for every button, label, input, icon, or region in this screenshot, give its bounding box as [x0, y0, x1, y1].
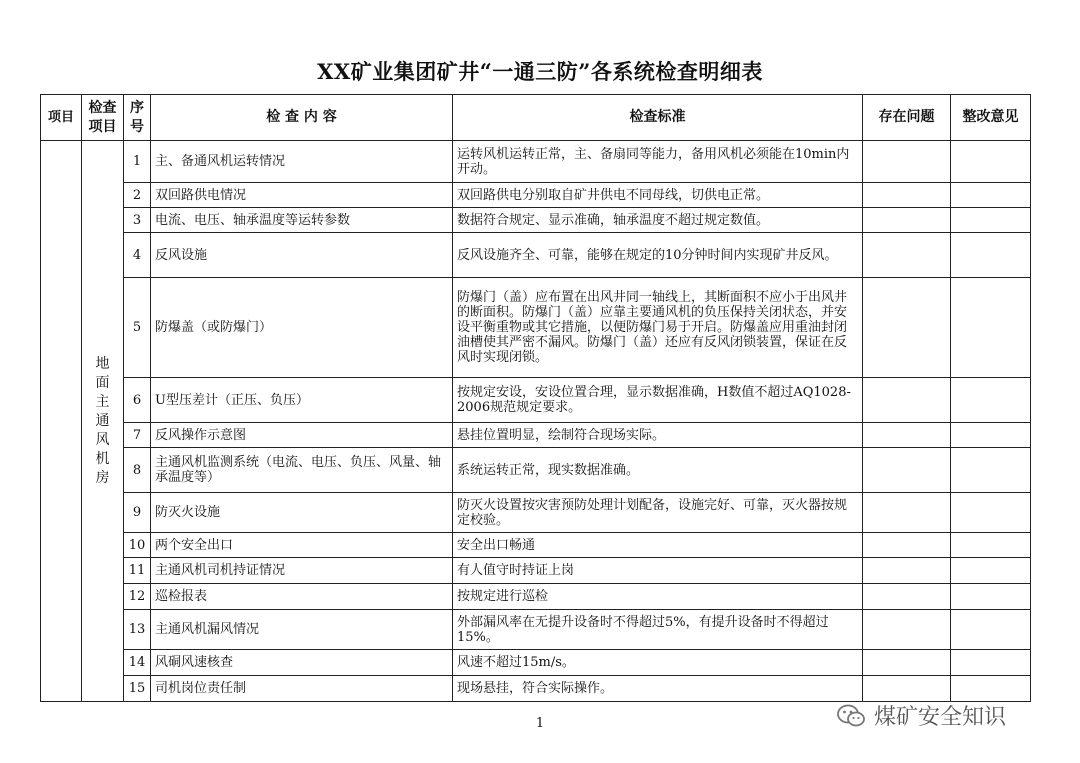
rectification-cell [951, 208, 1031, 233]
table-row [41, 650, 1031, 676]
seq-cell: 15 [124, 676, 151, 702]
header-issues: 存在问题 [863, 95, 951, 141]
issues-cell [863, 448, 951, 493]
issues-cell [863, 278, 951, 378]
rectification-cell [951, 584, 1031, 610]
seq-cell: 13 [124, 610, 151, 650]
content-cell: U型压差计（正压、负压） [151, 378, 453, 423]
seq-cell: 12 [124, 584, 151, 610]
seq-cell: 2 [124, 183, 151, 208]
standard-cell: 双回路供电分别取自矿井供电不同母线，切供电正常。 [453, 183, 863, 208]
standard-cell: 数据符合规定、显示准确，轴承温度不超过规定数值。 [453, 208, 863, 233]
table-row [41, 378, 1031, 423]
seq-cell: 3 [124, 208, 151, 233]
seq-cell: 11 [124, 558, 151, 584]
rectification-cell [951, 141, 1031, 183]
standard-cell: 悬挂位置明显，绘制符合现场实际。 [453, 423, 863, 448]
standard-cell: 风速不超过15m/s。 [453, 650, 863, 676]
issues-cell [863, 141, 951, 183]
seq-cell: 5 [124, 278, 151, 378]
standard-cell: 按规定进行巡检 [453, 584, 863, 610]
seq-cell: 14 [124, 650, 151, 676]
issues-cell [863, 558, 951, 584]
table-row [41, 141, 1031, 183]
standard-cell: 反风设施齐全、可靠，能够在规定的10分钟时间内实现矿井反风。 [453, 233, 863, 278]
rectification-cell [951, 533, 1031, 558]
page-number: 1 [535, 716, 545, 731]
watermark [836, 700, 1006, 731]
content-cell: 两个安全出口 [151, 533, 453, 558]
issues-cell [863, 378, 951, 423]
table-row [41, 584, 1031, 610]
standard-cell: 系统运转正常，现实数据准确。 [453, 448, 863, 493]
seq-cell: 10 [124, 533, 151, 558]
header-standard: 检查标准 [453, 95, 863, 141]
standard-cell: 安全出口畅通 [453, 533, 863, 558]
content-cell: 主通风机司机持证情况 [151, 558, 453, 584]
table-row [41, 423, 1031, 448]
header-check-item: 检查项目 [82, 95, 124, 141]
table-row [41, 533, 1031, 558]
table-row [41, 610, 1031, 650]
table-header-row [41, 95, 1031, 141]
standard-cell: 运转风机运转正常，主、备扇同等能力，备用风机必须能在10min内开动。 [453, 141, 863, 183]
table-row [41, 493, 1031, 533]
rectification-cell [951, 493, 1031, 533]
rectification-cell [951, 650, 1031, 676]
issues-cell [863, 183, 951, 208]
content-cell: 主、备通风机运转情况 [151, 141, 453, 183]
standard-cell: 有人值守时持证上岗 [453, 558, 863, 584]
seq-cell: 8 [124, 448, 151, 493]
category-cell: 地面主通风机房 [82, 141, 124, 702]
issues-cell [863, 233, 951, 278]
content-cell: 司机岗位责任制 [151, 676, 453, 702]
rectification-cell [951, 610, 1031, 650]
standard-cell: 防爆门（盖）应布置在出风井同一轴线上，其断面积不应小于出风井的断面积。防爆门（盖）应靠主要通风机的负压保持关闭状态，并安设平衡重物或其它措施，以便防爆门易于开启。防爆盖应用重油封闭油槽使其严密不漏风。防爆门（盖）还应有反风闭锁装置，保证在反风时实现闭锁。 [453, 278, 863, 378]
content-cell: 防灭火设施 [151, 493, 453, 533]
issues-cell [863, 584, 951, 610]
issues-cell [863, 423, 951, 448]
content-cell: 风硐风速核查 [151, 650, 453, 676]
content-cell: 防爆盖（或防爆门） [151, 278, 453, 378]
wechat-icon [836, 703, 866, 729]
table-row [41, 233, 1031, 278]
table-row [41, 558, 1031, 584]
table-row [41, 183, 1031, 208]
seq-cell: 4 [124, 233, 151, 278]
issues-cell [863, 650, 951, 676]
rectification-cell [951, 558, 1031, 584]
header-content: 检 查 内 容 [151, 95, 453, 141]
standard-cell: 外部漏风率在无提升设备时不得超过5%，有提升设备时不得超过15%。 [453, 610, 863, 650]
seq-cell: 9 [124, 493, 151, 533]
header-item: 项目 [41, 95, 82, 141]
content-cell: 双回路供电情况 [151, 183, 453, 208]
issues-cell [863, 493, 951, 533]
issues-cell [863, 610, 951, 650]
header-seq: 序号 [124, 95, 151, 141]
issues-cell [863, 676, 951, 702]
content-cell: 巡检报表 [151, 584, 453, 610]
watermark-text: 煤矿安全知识 [874, 705, 1007, 730]
rectification-cell [951, 233, 1031, 278]
table-row [41, 208, 1031, 233]
seq-cell: 6 [124, 378, 151, 423]
standard-cell: 防灭火设置按灾害预防处理计划配备，设施完好、可靠，灭火器按规定校验。 [453, 493, 863, 533]
standard-cell: 按规定安设，安设位置合理，显示数据准确，H数值不超过AQ1028-2006规范规定要求。 [453, 378, 863, 423]
content-cell: 主通风机监测系统（电流、电压、负压、风量、轴承温度等） [151, 448, 453, 493]
content-cell: 电流、电压、轴承温度等运转参数 [151, 208, 453, 233]
rectification-cell [951, 278, 1031, 378]
page-title: XX矿业集团矿井“一通三防”各系统检查明细表 [317, 59, 763, 84]
item-cell [41, 141, 82, 702]
rectification-cell [951, 448, 1031, 493]
content-cell: 反风操作示意图 [151, 423, 453, 448]
rectification-cell [951, 183, 1031, 208]
standard-cell: 现场悬挂，符合实际操作。 [453, 676, 863, 702]
issues-cell [863, 208, 951, 233]
rectification-cell [951, 676, 1031, 702]
seq-cell: 7 [124, 423, 151, 448]
rectification-cell [951, 423, 1031, 448]
table-row [41, 676, 1031, 702]
rectification-cell [951, 378, 1031, 423]
table-row [41, 278, 1031, 378]
inspection-table [40, 94, 1031, 702]
table-row [41, 448, 1031, 493]
header-rectification: 整改意见 [951, 95, 1031, 141]
content-cell: 主通风机漏风情况 [151, 610, 453, 650]
issues-cell [863, 533, 951, 558]
content-cell: 反风设施 [151, 233, 453, 278]
seq-cell: 1 [124, 141, 151, 183]
